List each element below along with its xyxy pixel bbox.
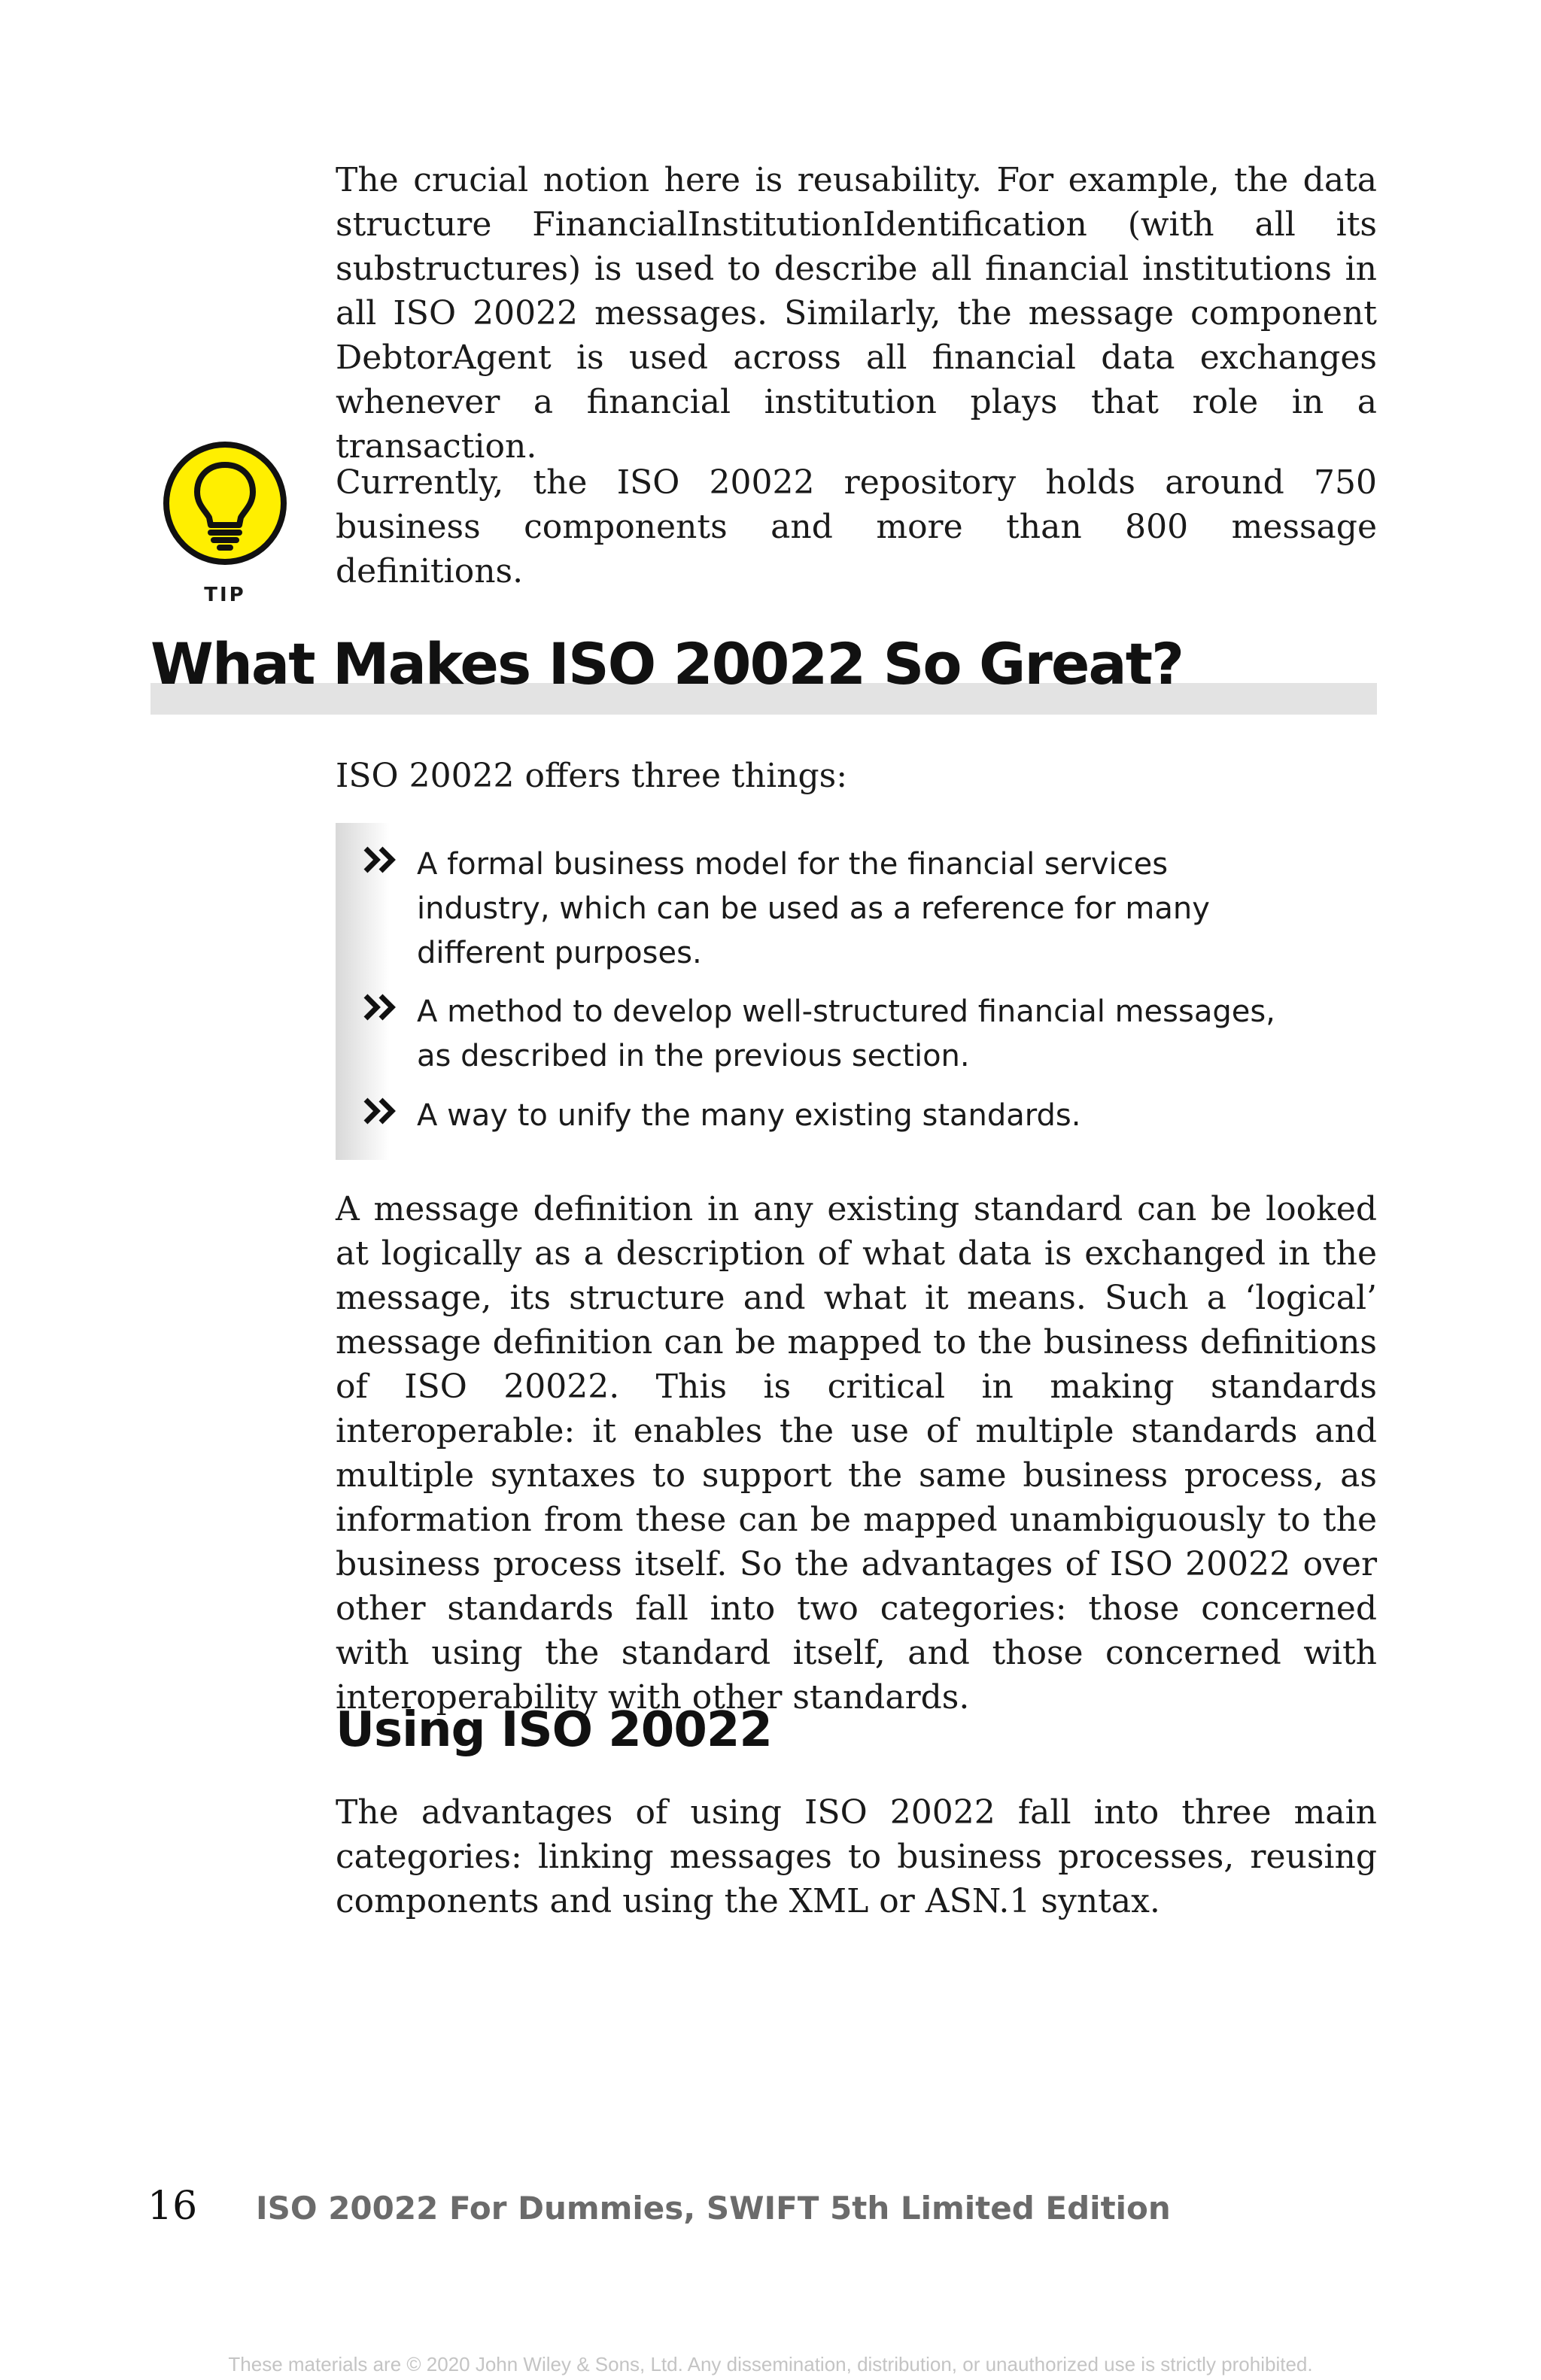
lightbulb-icon xyxy=(161,439,289,567)
section-intro: ISO 20022 offers three things: xyxy=(336,757,848,795)
list-item-text: A method to develop well-structured financial messages, as described in the previous section. xyxy=(417,994,1275,1073)
subsection-heading: Using ISO 20022 xyxy=(336,1702,772,1758)
list-item-text: A way to unify the many existing standards. xyxy=(417,1098,1081,1133)
double-chevron-icon xyxy=(363,1097,397,1125)
section-heading: What Makes ISO 20022 So Great? xyxy=(150,630,1184,697)
double-chevron-icon xyxy=(363,845,397,874)
body-paragraph: The advantages of using ISO 20022 fall into three main categories: linking messages to business processes, reusing components and using the XML or ASN.1 syntax. xyxy=(336,1793,1377,1920)
page-number: 16 xyxy=(147,2184,198,2229)
book-title: ISO 20022 For Dummies, SWIFT 5th Limited Edition xyxy=(256,2190,1171,2227)
tip-label: TIP xyxy=(204,584,246,606)
tip-text: Currently, the ISO 20022 repository holds around 750 business components and more than 800 message definitions. xyxy=(336,463,1377,590)
double-chevron-icon xyxy=(363,993,397,1022)
copyright-notice: These materials are © 2020 John Wiley & Sons, Ltd. Any dissemination, distribution, or unauthorized use is strictly prohibited. xyxy=(228,2353,1313,2375)
body-paragraph: A message definition in any existing standard can be looked at logically as a description of what data is exchanged in the message, its structure and what it means. Such a ‘logical’ message definition can be mapped to the business definitions of ISO 20022. This is critical in making standards interoperable: it enables the use of multiple standards and multiple syntaxes to support the same business process, as information from these can be mapped unambiguously to the business process itself. So the advantages of ISO 20022 over other standards fall into two categories: those concerned with using the standard itself, and those concerned with interoperability with other standards. xyxy=(336,1190,1377,1717)
bullet-list xyxy=(336,823,1377,1160)
list-item-text: A formal business model for the financial services industry, which can be used as a reference for many different purposes. xyxy=(417,847,1210,970)
body-paragraph: The crucial notion here is reusability. For example, the data structure FinancialInstitutionIdentification (with all its substructures) is used to describe all financial institutions in all ISO 20022 messages. Similarly, the message component DebtorAgent is used across all financial data exchanges whenever a financial institution plays that role in a transaction. xyxy=(336,161,1377,466)
